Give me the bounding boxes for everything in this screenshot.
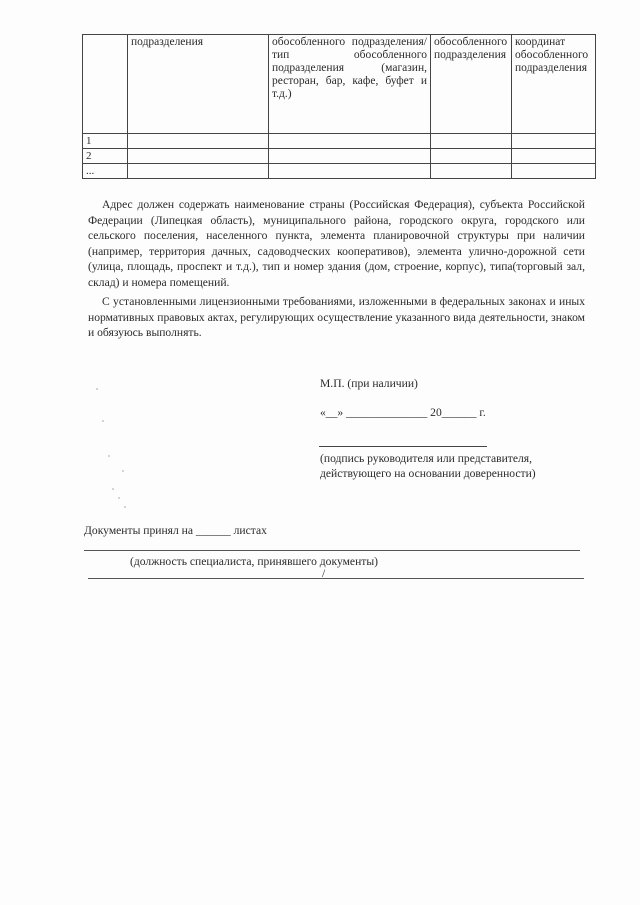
table-row xyxy=(83,149,596,164)
signature-separator: / xyxy=(322,567,326,580)
specialist-signature-line xyxy=(88,578,584,579)
position-line xyxy=(84,550,580,551)
row-number: 2 xyxy=(83,149,128,164)
table-cell xyxy=(431,149,512,164)
table-header-cell: обособленного подразделения/тип обособленного подразделения (магазин, ресторан, бар, кафе, буфет и т.д.) xyxy=(269,35,431,134)
row-number: 1 xyxy=(83,134,128,149)
table-cell xyxy=(269,164,431,179)
table-header-cell: координат обособленного подразделения xyxy=(512,35,596,134)
table-cell xyxy=(431,134,512,149)
stamp-label: М.П. (при наличии) xyxy=(320,377,418,390)
table-cell xyxy=(269,134,431,149)
table-header-cell xyxy=(83,35,128,134)
table-header-cell: подразделения xyxy=(128,35,269,134)
address-requirements-paragraph: Адрес должен содержать наименование страны (Российская Федерация), субъекта Российской Федерации (Липецкая область), муниципального района, городского округа, городского или сельского поселения, населенного пункта, элемента планировочной структуры при наличии (например, территория дачных, садоводческих кооперативов), элемента улично-дорожной сети (улица, площадь, проспект и т.д.), тип и номер здания (дом, строение, корпус), типа(торговый зал, склад) и номера помещений. xyxy=(88,198,585,289)
scan-speck xyxy=(96,388,98,390)
scan-speck xyxy=(108,455,110,457)
date-field: «__» ______________ 20______ г. xyxy=(320,406,486,419)
table-cell xyxy=(128,134,269,149)
signature-line xyxy=(319,446,487,447)
scan-speck xyxy=(124,506,126,508)
scan-speck xyxy=(118,497,120,499)
table-cell xyxy=(128,149,269,164)
table-cell xyxy=(269,149,431,164)
table-header-row xyxy=(83,35,596,134)
documents-accepted-label: Документы принял на ______ листах xyxy=(84,524,267,537)
table-row xyxy=(83,134,596,149)
table-cell xyxy=(512,149,596,164)
table-cell xyxy=(512,134,596,149)
scan-speck xyxy=(102,420,104,422)
scan-speck xyxy=(112,488,114,490)
table-cell xyxy=(512,164,596,179)
signature-caption: (подпись руководителя или представителя, действующего на основании доверенности) xyxy=(320,452,536,480)
position-caption: (должность специалиста, принявшего документы) xyxy=(130,555,378,568)
table-header-cell: обособленного подразделения xyxy=(431,35,512,134)
scan-speck xyxy=(122,470,124,472)
table-cell xyxy=(431,164,512,179)
table-row xyxy=(83,164,596,179)
units-table xyxy=(82,34,596,179)
row-number: ... xyxy=(83,164,128,179)
table-cell xyxy=(128,164,269,179)
license-requirements-paragraph: С установленными лицензионными требованиями, изложенными в федеральных законах и иных нормативных правовых актах, регулирующих осуществление указанного вида деятельности, знаком и обязуюсь выполнять. xyxy=(88,295,585,340)
